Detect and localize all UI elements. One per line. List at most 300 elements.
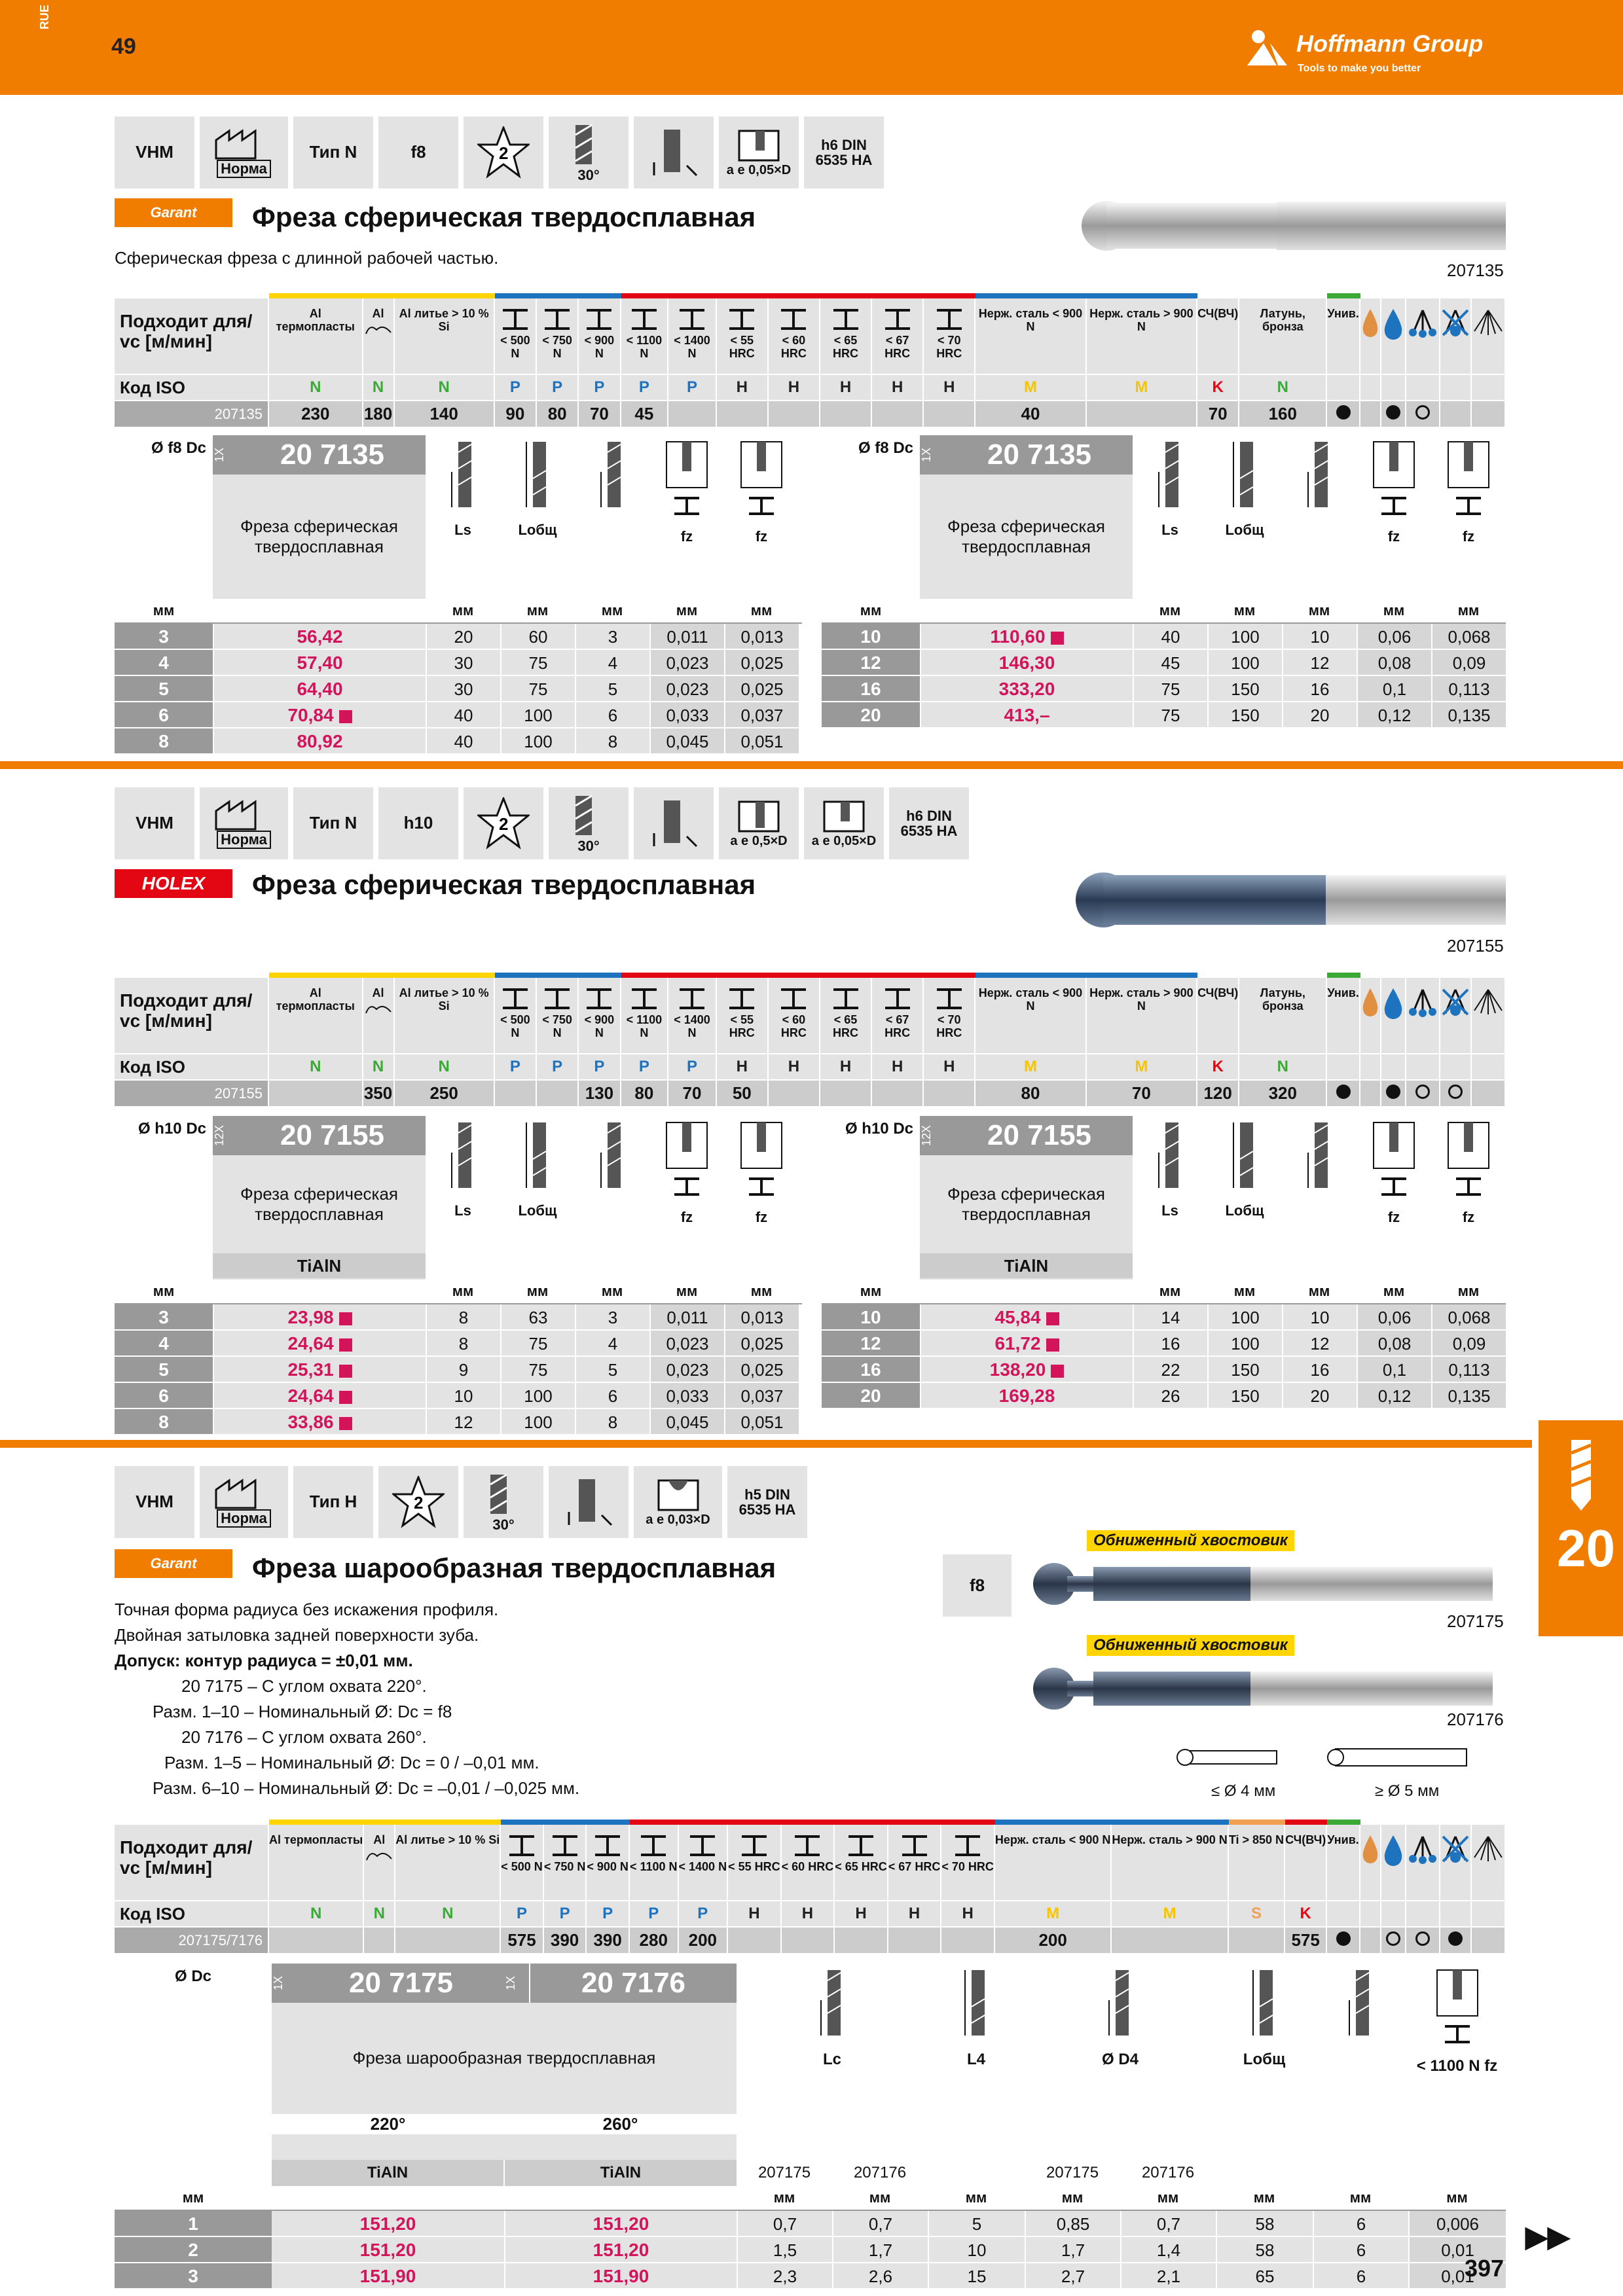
dt-cell: 10 bbox=[1282, 624, 1357, 649]
cutting-speed bbox=[1406, 1080, 1440, 1106]
iso-code: K bbox=[1197, 1054, 1239, 1080]
iso-code: N bbox=[394, 374, 494, 401]
dt-cell: 30 bbox=[426, 650, 500, 675]
dt-unit: мм bbox=[1159, 1283, 1181, 1299]
dot-full bbox=[1448, 1931, 1463, 1946]
beam-icon bbox=[831, 987, 861, 1011]
suit-col-header: Латунь, бронза bbox=[1239, 296, 1326, 374]
s3-coat: TiAlN bbox=[503, 2160, 737, 2186]
tool-length-icon bbox=[1303, 439, 1336, 518]
iso-code: K bbox=[1285, 1901, 1326, 1927]
suit-col-header bbox=[1440, 1822, 1471, 1901]
dt-cell: 6 bbox=[1313, 2263, 1408, 2288]
dt-cell: 0,01 bbox=[1408, 2237, 1506, 2262]
brand-name: Hoffmann Group bbox=[1296, 30, 1484, 57]
dt-unit: мм bbox=[1308, 602, 1330, 619]
dt-unit: мм bbox=[1253, 2189, 1275, 2206]
s3-subhead: 207175 bbox=[757, 2164, 811, 2181]
dt-diameter: 10 bbox=[822, 1304, 920, 1329]
iso-code: P bbox=[621, 1054, 668, 1080]
iso-code bbox=[1440, 374, 1471, 401]
s2-icon-ae2 bbox=[804, 787, 884, 859]
dt-cell: 22 bbox=[1133, 1357, 1207, 1382]
iso-code: H bbox=[820, 374, 871, 401]
table-row bbox=[115, 1304, 802, 1331]
dt-col-head-label: fz bbox=[1387, 528, 1400, 545]
dt-cell: 8 bbox=[575, 1409, 649, 1434]
iso-code bbox=[1381, 374, 1406, 401]
suit-col-header bbox=[1440, 296, 1471, 374]
s2-icon-helix bbox=[549, 787, 629, 859]
s1-icon-cutting bbox=[634, 117, 714, 188]
iso-code: K bbox=[1197, 374, 1239, 401]
s3-shank-label: h5 DIN 6535 HA bbox=[739, 1486, 796, 1518]
air-blow-icon bbox=[1472, 308, 1504, 338]
dt-cell: 2,3 bbox=[737, 2263, 832, 2288]
iso-code bbox=[1326, 1054, 1360, 1080]
iso-code: P bbox=[494, 1054, 536, 1080]
dt-col-head bbox=[1282, 1116, 1357, 1280]
s1-desc-line: Сферическая фреза с длинной рабочей частью. bbox=[115, 248, 499, 268]
s1-tool-image bbox=[1080, 196, 1512, 255]
dt-col-head-label: Ls bbox=[454, 1202, 471, 1219]
suit-label: Подходит для/ vc [м/мин] bbox=[115, 1822, 268, 1901]
dt-price: 25,31 bbox=[213, 1357, 426, 1382]
dt-unit: мм bbox=[1446, 2189, 1468, 2206]
dt-cell: 100 bbox=[500, 1383, 575, 1408]
dt-diameter: 8 bbox=[115, 1409, 213, 1434]
cutting-speed bbox=[536, 1080, 578, 1106]
iso-code: M bbox=[975, 374, 1085, 401]
dt-price: 151,20 bbox=[504, 2237, 737, 2262]
dt-cell: 2,1 bbox=[1120, 2263, 1216, 2288]
suit-col-header: < 1400 N bbox=[668, 296, 716, 374]
dt-cell: 15 bbox=[928, 2263, 1025, 2288]
dt-cell: 16 bbox=[1133, 1331, 1207, 1355]
dt-cell: 0,068 bbox=[1431, 1304, 1506, 1329]
s3-ae-label: a e 0,03×D bbox=[646, 1513, 710, 1527]
iso-code: P bbox=[678, 1901, 728, 1927]
iso-code bbox=[1360, 374, 1381, 401]
dt-cell: 2,7 bbox=[1025, 2263, 1120, 2288]
suit-col-header: < 67 HRC bbox=[871, 975, 923, 1054]
dt-cell: 75 bbox=[500, 1331, 575, 1355]
dt-cell: 0,011 bbox=[649, 1304, 724, 1329]
s3-desc-line: Разм. 1–5 – Номинальный Ø: Dc = 0 / –0,01 мм. bbox=[164, 1753, 539, 1772]
dt-unit: мм bbox=[869, 2189, 891, 2206]
cutting-speed: 160 bbox=[1239, 401, 1326, 427]
slot-icon bbox=[664, 1120, 710, 1205]
s1-icon-norma-label: Норма bbox=[217, 160, 271, 177]
dt-col-head-label: Ls bbox=[1161, 1202, 1178, 1219]
dt-price: 57,40 bbox=[213, 650, 426, 675]
dt-cell: 20 bbox=[1282, 702, 1357, 727]
dt-cell: 0,06 bbox=[1357, 1304, 1431, 1329]
new-marker-icon bbox=[339, 1417, 352, 1430]
chapter-number: 20 bbox=[1557, 1519, 1615, 1577]
dt-pack: 1X bbox=[213, 435, 239, 475]
beam-icon bbox=[953, 1834, 983, 1857]
s2-icon-tolerance: h10 bbox=[378, 787, 458, 859]
s3-coat: TiAlN bbox=[272, 2160, 503, 2186]
s1-description bbox=[115, 246, 498, 270]
s3-col-head bbox=[1216, 1964, 1313, 2160]
dt-cell: 0,1 bbox=[1357, 1357, 1431, 1382]
dt-price: 33,86 bbox=[213, 1409, 426, 1434]
cutting-speed: 140 bbox=[394, 401, 494, 427]
dt-cell: 0,011 bbox=[649, 624, 724, 649]
dt-price: 61,72 bbox=[920, 1331, 1133, 1355]
s2-icon-norma-label: Норма bbox=[217, 831, 271, 848]
tool-length-icon bbox=[596, 439, 629, 518]
iso-code: P bbox=[536, 1054, 578, 1080]
dt-diameter: 6 bbox=[115, 702, 213, 727]
air-blow-icon bbox=[1472, 1834, 1504, 1864]
cutting-speed bbox=[268, 1927, 363, 1953]
cutting-speed bbox=[1440, 1080, 1471, 1106]
beam-icon bbox=[550, 1834, 580, 1857]
dt-diameter: 2 bbox=[115, 2237, 272, 2262]
cutting-speed bbox=[1406, 1927, 1440, 1953]
beam-icon bbox=[727, 987, 757, 1011]
table-row bbox=[822, 624, 1506, 650]
new-marker-icon bbox=[1051, 632, 1064, 645]
s3-code-1: 207175 bbox=[1447, 1611, 1504, 1631]
iso-code: N bbox=[395, 1901, 500, 1927]
dt-code: 20 7155 bbox=[946, 1116, 1133, 1155]
slot-icon bbox=[1446, 1120, 1491, 1205]
cutting-speed bbox=[1326, 1080, 1360, 1106]
cutting-speed bbox=[1406, 401, 1440, 427]
dt-price: 151,90 bbox=[504, 2263, 737, 2288]
suit-col-header: Al bbox=[363, 296, 394, 374]
s3-dia-label: Ø Dc bbox=[174, 1967, 211, 1985]
s1-icon-helix bbox=[549, 117, 629, 188]
iso-code: H bbox=[923, 374, 975, 401]
dt-cell: 0,013 bbox=[724, 624, 799, 649]
s1-icon-row bbox=[115, 117, 884, 188]
dt-cell: 26 bbox=[1133, 1383, 1207, 1408]
dt-col-head-label: Ls bbox=[454, 522, 471, 538]
dt-diameter: 20 bbox=[822, 702, 920, 727]
s3-tool-image-1 bbox=[1028, 1558, 1499, 1610]
cutting-direction-icon bbox=[562, 1476, 615, 1528]
dot-empty bbox=[1415, 1931, 1430, 1946]
s1-icon-shank bbox=[804, 117, 884, 188]
suit-col-header bbox=[1360, 975, 1381, 1054]
suit-col-header: < 55 HRC bbox=[727, 1822, 781, 1901]
s2-ae1-label: a e 0,5×D bbox=[730, 834, 788, 848]
dt-cell: 0,037 bbox=[724, 702, 799, 727]
cutting-speed: 70 bbox=[1197, 401, 1239, 427]
dt-unit: мм bbox=[1383, 602, 1405, 619]
dt-cell: 0,01 bbox=[1408, 2263, 1506, 2288]
dt-col-head bbox=[1207, 1116, 1282, 1280]
dt-pack: 12X bbox=[920, 1116, 946, 1155]
cutting-speed bbox=[923, 1080, 975, 1106]
iso-code: P bbox=[668, 374, 716, 401]
iso-code bbox=[1360, 1901, 1381, 1927]
dt-cell: 65 bbox=[1216, 2263, 1313, 2288]
dt-cell: 0,025 bbox=[724, 676, 799, 701]
s2-icon-type: Тип N bbox=[293, 787, 373, 859]
s3-desc-line: Разм. 1–10 – Номинальный Ø: Dc = f8 bbox=[153, 1702, 452, 1721]
s3-desc-line: 20 7176 – С углом охвата 260°. bbox=[181, 1727, 427, 1747]
iso-code: N bbox=[363, 1901, 395, 1927]
dt-cell: 0,045 bbox=[649, 1409, 724, 1434]
beam-icon bbox=[638, 1834, 668, 1857]
suit-col-header: СЧ(ВЧ) bbox=[1285, 1822, 1326, 1901]
cutting-speed: 70 bbox=[1086, 1080, 1197, 1106]
dt-cell: 100 bbox=[500, 728, 575, 753]
dot-empty bbox=[1415, 405, 1430, 420]
cutting-speed bbox=[268, 1080, 363, 1106]
dt-cell: 75 bbox=[1133, 676, 1207, 701]
suit-col-header: Унив. bbox=[1326, 975, 1360, 1054]
s3-col-head bbox=[1408, 1964, 1506, 2160]
suit-col-header: Al литье > 10 % Si bbox=[394, 296, 494, 374]
iso-code: H bbox=[834, 1901, 888, 1927]
iso-code: P bbox=[629, 1901, 678, 1927]
dt-code: 20 7135 bbox=[946, 435, 1133, 475]
cutting-speed: 80 bbox=[621, 1080, 668, 1106]
no-coolant-icon bbox=[1440, 1834, 1470, 1864]
oil-drop-icon bbox=[1360, 1834, 1380, 1864]
dt-diameter: 12 bbox=[822, 1331, 920, 1355]
s3-col-head bbox=[1025, 1964, 1216, 2160]
cutting-speed: 390 bbox=[543, 1927, 587, 1953]
cutting-direction-icon bbox=[647, 126, 700, 179]
s3-shank-label-2: Обниженный хвостовик bbox=[1087, 1635, 1294, 1656]
dt-cell: 0,013 bbox=[724, 1304, 799, 1329]
mist-spray-icon bbox=[1406, 987, 1439, 1017]
cutting-speed bbox=[1326, 1927, 1360, 1953]
beam-icon bbox=[584, 308, 614, 331]
beam-icon bbox=[739, 1834, 769, 1857]
dt-unit: мм bbox=[1457, 1283, 1480, 1299]
dt-cell: 0,025 bbox=[724, 1331, 799, 1355]
dt-price: 146,30 bbox=[920, 650, 1133, 675]
dt-price: 80,92 bbox=[213, 728, 426, 753]
dt-cell: 8 bbox=[426, 1331, 500, 1355]
suit-col-header: < 900 N bbox=[578, 975, 620, 1054]
dt-price: 138,20 bbox=[920, 1357, 1133, 1382]
dt-unit: мм bbox=[1233, 1283, 1256, 1299]
hoffmann-logo bbox=[1244, 25, 1506, 77]
dt-diameter: 6 bbox=[115, 1383, 213, 1408]
dt-col-head-label: fz bbox=[755, 1209, 768, 1225]
iso-code: P bbox=[578, 374, 620, 401]
s3-subhead: 207176 bbox=[853, 2164, 907, 2181]
suit-col-header: Нерж. сталь > 900 N bbox=[1086, 296, 1197, 374]
s3-tool-image-2 bbox=[1028, 1662, 1499, 1715]
dt-cell: 0,023 bbox=[649, 1331, 724, 1355]
dt-price: 45,84 bbox=[920, 1304, 1133, 1329]
iso-code bbox=[1471, 374, 1505, 401]
dot-full bbox=[1386, 405, 1400, 420]
next-page-arrows: ▶▶ bbox=[1525, 2221, 1570, 2253]
dt-cell: 0,045 bbox=[649, 728, 724, 753]
dt-cell: 40 bbox=[426, 728, 500, 753]
table-row bbox=[822, 702, 1506, 728]
s3-col-head-label: Lc bbox=[822, 2051, 841, 2068]
tool-total-length-icon bbox=[1228, 439, 1261, 518]
dt-cell: 0,09 bbox=[1431, 1331, 1506, 1355]
dt-cell: 8 bbox=[575, 728, 649, 753]
s3-icon-vhm: VHM bbox=[115, 1466, 194, 1538]
dt-cell: 1,5 bbox=[737, 2237, 832, 2262]
table-row bbox=[115, 624, 802, 650]
suit-col-header: < 70 HRC bbox=[941, 1822, 994, 1901]
dt-col-head bbox=[575, 1116, 649, 1280]
iso-code: H bbox=[871, 1054, 923, 1080]
cutting-speed bbox=[1471, 1080, 1505, 1106]
dt-cell: 0,1 bbox=[1357, 676, 1431, 701]
suit-col-header: Al термопласты bbox=[268, 1822, 363, 1901]
dt-cell: 0,7 bbox=[737, 2211, 832, 2236]
ae-cut-icon bbox=[736, 128, 782, 164]
table-row bbox=[115, 702, 802, 728]
dt-cell: 5 bbox=[575, 1357, 649, 1382]
s3-icon-shank bbox=[727, 1466, 807, 1538]
iso-code: H bbox=[716, 374, 768, 401]
dt-cell: 0,12 bbox=[1357, 702, 1431, 727]
s1-ae-label: a e 0,05×D bbox=[726, 163, 792, 177]
dt-cell: 100 bbox=[500, 702, 575, 727]
suit-col-header: < 900 N bbox=[586, 1822, 629, 1901]
dt-cell: 6 bbox=[1313, 2211, 1408, 2236]
dt-col-head bbox=[500, 435, 575, 599]
s2-icon-row bbox=[115, 787, 969, 859]
iso-code bbox=[1440, 1054, 1471, 1080]
dt-cell: 6 bbox=[575, 1383, 649, 1408]
dt-cell: 0,7 bbox=[832, 2211, 928, 2236]
s1-icon-tolerance: f8 bbox=[378, 117, 458, 188]
beam-icon bbox=[677, 308, 707, 331]
dt-cell: 3 bbox=[575, 624, 649, 649]
s3-desc-line: Точная форма радиуса без искажения профиля. bbox=[115, 1600, 499, 1619]
s1-product-code: 207135 bbox=[1447, 260, 1504, 280]
tool-length-icon bbox=[447, 439, 479, 518]
dt-price: 24,64 bbox=[213, 1331, 426, 1355]
dt-unit: мм bbox=[860, 602, 882, 619]
top-bar bbox=[0, 0, 1623, 95]
dt-cell: 75 bbox=[500, 650, 575, 675]
dt-col-head bbox=[1207, 435, 1282, 599]
chapter-side-tab bbox=[1539, 1420, 1623, 1636]
tool-total-length-icon bbox=[1248, 1967, 1281, 2046]
cutting-speed: 70 bbox=[578, 401, 620, 427]
s3-desc-line: Разм. 6–10 – Номинальный Ø: Dc = –0,01 / –0,025 мм. bbox=[153, 1778, 580, 1798]
tool-length-icon bbox=[816, 1967, 848, 2046]
beam-icon bbox=[831, 308, 861, 331]
s3-icon-cutting bbox=[549, 1466, 629, 1538]
dt-col-head bbox=[1357, 1116, 1431, 1280]
dt-unit: мм bbox=[452, 1283, 474, 1299]
suit-col-header: < 60 HRC bbox=[781, 1822, 835, 1901]
beam-icon bbox=[629, 308, 659, 331]
table-row bbox=[822, 1357, 1506, 1383]
no-coolant-icon bbox=[1440, 308, 1470, 338]
suit-col-header: Al термопласты bbox=[268, 296, 363, 374]
cutting-speed bbox=[820, 401, 871, 427]
table-row bbox=[115, 2211, 1506, 2237]
dt-col-head-label: fz bbox=[680, 1209, 693, 1225]
dt-pack: 1X bbox=[920, 435, 946, 475]
lang-code: RUE bbox=[38, 4, 51, 29]
cutting-speed bbox=[1086, 401, 1197, 427]
tool-total-length-icon bbox=[960, 1967, 993, 2046]
s2-product-title: Фреза сферическая твердосплавная bbox=[252, 869, 756, 900]
iso-code: M bbox=[975, 1054, 1085, 1080]
iso-code: H bbox=[781, 1901, 835, 1927]
dt-unit: мм bbox=[750, 1283, 773, 1299]
iso-code bbox=[1406, 1054, 1440, 1080]
dt-col-head bbox=[500, 1116, 575, 1280]
s3-icon-ae bbox=[634, 1466, 722, 1538]
iso-code: N bbox=[363, 1054, 394, 1080]
suit-col-header bbox=[1406, 296, 1440, 374]
dt-price: 56,42 bbox=[213, 624, 426, 649]
dt-diameter: 4 bbox=[115, 650, 213, 675]
iso-code: H bbox=[923, 1054, 975, 1080]
s2-flute-count: 2 bbox=[499, 814, 509, 834]
slot-icon bbox=[1434, 1967, 1480, 2053]
dt-dia-label: Ø h10 Dc bbox=[137, 1120, 206, 1138]
dt-col-head-label: Lобщ bbox=[1225, 522, 1264, 538]
dt-unit: мм bbox=[1157, 2189, 1179, 2206]
dt-diameter: 5 bbox=[115, 1357, 213, 1382]
s3-tolerance-box: f8 bbox=[943, 1554, 1012, 1617]
dot-full bbox=[1386, 1085, 1400, 1099]
dt-col-head bbox=[1133, 435, 1207, 599]
iso-code bbox=[1326, 1901, 1360, 1927]
casting-icon bbox=[364, 1847, 394, 1863]
suit-col-header: СЧ(ВЧ) bbox=[1197, 975, 1239, 1054]
dt-unit: мм bbox=[526, 1283, 549, 1299]
oil-drop-icon bbox=[1360, 987, 1380, 1017]
cutting-speed bbox=[820, 1080, 871, 1106]
s3-icon-norma-label: Норма bbox=[217, 1509, 271, 1527]
cutting-speed bbox=[1381, 1927, 1406, 1953]
s3-desc-line: Двойная затыловка задней поверхности зуба. bbox=[115, 1625, 479, 1645]
iso-code bbox=[1406, 1901, 1440, 1927]
dt-unit: мм bbox=[750, 602, 773, 619]
s3-col-head-label: Lобщ bbox=[1243, 2051, 1286, 2068]
iso-code bbox=[1326, 374, 1360, 401]
suit-col-header: Al bbox=[363, 975, 394, 1054]
cutting-speed: 180 bbox=[363, 401, 394, 427]
table-row bbox=[115, 1409, 802, 1435]
dt-cell: 6 bbox=[1313, 2237, 1408, 2262]
beam-icon bbox=[542, 308, 572, 331]
suit-col-header: Унив. bbox=[1326, 1822, 1360, 1901]
cutting-speed: 40 bbox=[975, 401, 1085, 427]
s1-icon-type: Тип N bbox=[293, 117, 373, 188]
s3-desc-line: Допуск: контур радиуса = ±0,01 мм. bbox=[115, 1651, 413, 1670]
cutting-speed: 50 bbox=[716, 1080, 768, 1106]
dt-dia-label: Ø h10 Dc bbox=[845, 1120, 913, 1138]
s3-angle-1: 220° bbox=[272, 2114, 504, 2134]
dt-cell: 0,113 bbox=[1431, 676, 1506, 701]
suit-col-header: < 1400 N bbox=[678, 1822, 728, 1901]
s1-icon-ae bbox=[719, 117, 799, 188]
dt-cell: 40 bbox=[1133, 624, 1207, 649]
dt-unit: мм bbox=[1457, 602, 1480, 619]
iso-code: N bbox=[268, 1901, 363, 1927]
oil-drop-icon bbox=[1360, 308, 1380, 338]
suit-col-header: Al bbox=[363, 1822, 395, 1901]
